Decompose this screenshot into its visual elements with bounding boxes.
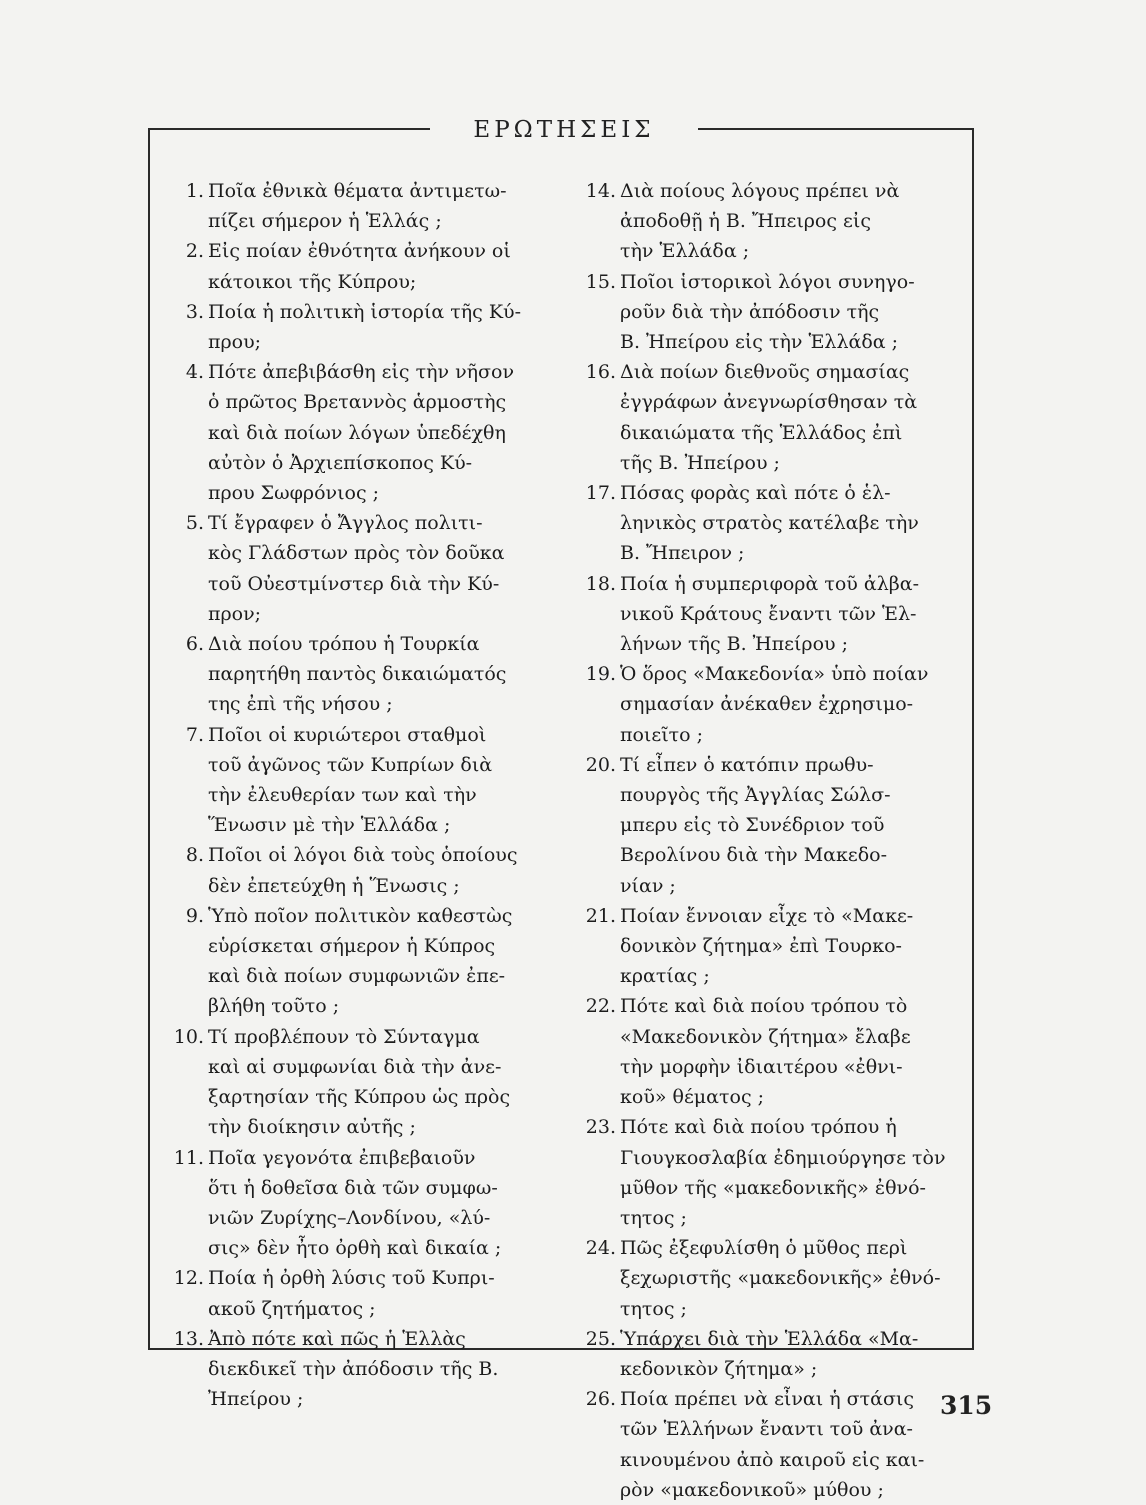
- question-text: [208, 840, 558, 900]
- question-line: ξαρτησίαν τῆς Κύπρου ὡς πρὸς: [208, 1086, 511, 1109]
- question-line: Ὁ ὅρος «Μακεδονία» ὑπὸ ποίαν: [620, 663, 929, 686]
- question-number: 6.: [185, 633, 204, 656]
- question-line: Ποῖοι οἱ κυριώτεροι σταθμοὶ: [208, 723, 487, 746]
- question-line: βλήθη τοῦτο ;: [208, 995, 340, 1018]
- question-line: δονικὸν ζήτημα» ἐπὶ Τουρκο-: [620, 935, 902, 958]
- question-line: διεκδικεῖ τὴν ἀπόδοσιν τῆς Β.: [208, 1357, 499, 1380]
- question-line: Εἰς ποίαν ἐθνότητα ἀνήκουν οἱ: [208, 240, 511, 263]
- question-line: Ποία ἡ ὀρθὴ λύσις τοῦ Κυπρι-: [208, 1267, 495, 1290]
- question-text: [620, 991, 970, 1112]
- question-line: Ποία ἡ πολιτικὴ ἱστορία τῆς Κύ-: [208, 300, 522, 323]
- question-item: [166, 720, 558, 841]
- question-line: Ποία ἡ συμπεριφορὰ τοῦ ἀλβα-: [620, 572, 919, 595]
- question-item: [166, 901, 558, 1022]
- question-line: ξεχωριστῆς «μακεδονικῆς» ἐθνό-: [620, 1267, 941, 1290]
- question-line: τῶν Ἑλλήνων ἔναντι τοῦ ἀνα-: [620, 1418, 913, 1441]
- question-item: [166, 297, 558, 357]
- question-line: πίζει σήμερον ἡ Ἑλλάς ;: [208, 210, 442, 233]
- question-line: τῆς Β. Ἠπείρου ;: [620, 451, 780, 474]
- question-line: ακοῦ ζητήματος ;: [208, 1297, 376, 1320]
- question-line: Ποῖοι ἱστορικοὶ λόγοι συνηγο-: [620, 270, 915, 293]
- question-item: [578, 659, 970, 750]
- question-line: ὅτι ἡ δοθεῖσα διὰ τῶν συμφω-: [208, 1176, 498, 1199]
- question-line: Β. Ἤπειρον ;: [620, 542, 745, 565]
- question-item: [578, 176, 970, 267]
- question-text: [620, 659, 970, 750]
- question-text: [620, 357, 970, 478]
- question-number: 14.: [585, 180, 616, 202]
- question-item: [578, 478, 970, 569]
- question-number: 10.: [173, 1025, 204, 1048]
- question-number: 11.: [173, 1146, 204, 1169]
- question-line: Πότε καὶ διὰ ποίου τρόπου τὸ: [620, 995, 908, 1018]
- question-line: ἀποδοθῇ ἡ Β. Ἤπειρος εἰς: [620, 210, 871, 233]
- question-text: [208, 236, 558, 296]
- question-line: τοῦ ἀγῶνος τῶν Κυπρίων διὰ: [208, 753, 493, 776]
- question-line: κρατίας ;: [620, 965, 710, 988]
- question-number: 15.: [585, 270, 616, 293]
- question-line: πρου Σωφρόνιος ;: [208, 482, 380, 505]
- question-line: καὶ διὰ ποίων λόγων ὑπεδέχθη: [208, 421, 506, 444]
- question-line: λήνων τῆς Β. Ἠπείρου ;: [620, 633, 849, 656]
- question-item: [578, 1324, 970, 1384]
- question-text: [208, 297, 558, 357]
- question-item: [166, 357, 558, 508]
- question-item: [166, 1324, 558, 1415]
- question-text: [620, 267, 970, 358]
- question-text: [208, 901, 558, 1022]
- question-number: 16.: [585, 361, 616, 384]
- question-line: τὴν διοίκησιν αὐτῆς ;: [208, 1116, 416, 1139]
- question-line: νικοῦ Κράτους ἔναντι τῶν Ἑλ-: [620, 602, 917, 625]
- question-number: 13.: [173, 1327, 204, 1350]
- question-item: [166, 1143, 558, 1264]
- question-number: 7.: [185, 723, 204, 746]
- question-number: 4.: [185, 361, 204, 384]
- question-number: 3.: [185, 300, 204, 323]
- question-item: [578, 1112, 970, 1233]
- question-number: 24.: [585, 1237, 616, 1260]
- question-line: της ἐπὶ τῆς νήσου ;: [208, 693, 393, 716]
- question-line: σημασίαν ἀνέκαθεν ἐχρησιμο-: [620, 693, 914, 716]
- question-line: δὲν ἐπετεύχθη ἡ Ἕνωσις ;: [208, 874, 460, 897]
- question-text: [208, 1263, 558, 1323]
- question-line: Πόσας φορὰς καὶ πότε ὁ ἑλ-: [620, 482, 891, 505]
- question-item: [578, 569, 970, 660]
- question-item: [166, 176, 558, 236]
- question-line: Διὰ ποίους λόγους πρέπει νὰ: [620, 180, 900, 202]
- question-number: 25.: [585, 1327, 616, 1350]
- question-number: 8.: [185, 844, 204, 867]
- question-line: τητος ;: [620, 1206, 687, 1229]
- question-text: [620, 1233, 970, 1324]
- question-item: [578, 1384, 970, 1505]
- question-text: [208, 720, 558, 841]
- question-text: [620, 569, 970, 660]
- question-text: [208, 1324, 558, 1415]
- question-item: [578, 991, 970, 1112]
- question-line: Ἀπὸ πότε καὶ πῶς ἡ Ἑλλὰς: [208, 1327, 466, 1350]
- question-line: Τί εἶπεν ὁ κατόπιν πρωθυ-: [620, 753, 874, 776]
- question-line: Ὑπὸ ποῖον πολιτικὸν καθεστὼς: [208, 904, 513, 927]
- question-item: [578, 267, 970, 358]
- question-line: καὶ διὰ ποίων συμφωνιῶν ἐπε-: [208, 965, 506, 988]
- question-line: πουργὸς τῆς Ἀγγλίας Σώλσ-: [620, 784, 891, 807]
- question-text: [620, 1112, 970, 1233]
- question-line: Διὰ ποίου τρόπου ἡ Τουρκία: [208, 633, 480, 656]
- question-number: 1.: [185, 180, 204, 202]
- question-line: Τί ἔγραφεν ὁ Ἄγγλος πολιτι-: [208, 512, 483, 535]
- question-line: Β. Ἠπείρου εἰς τὴν Ἑλλάδα ;: [620, 331, 899, 354]
- question-number: 12.: [173, 1267, 204, 1290]
- question-line: κοῦ» θέματος ;: [620, 1086, 765, 1109]
- question-line: κινουμένου ἀπὸ καιροῦ εἰς και-: [620, 1448, 925, 1471]
- question-item: [166, 508, 558, 629]
- question-line: ροῦν διὰ τὴν ἀπόδοσιν τῆς: [620, 300, 880, 323]
- question-line: ρὸν «μακεδονικοῦ» μύθου ;: [620, 1478, 884, 1501]
- question-line: καὶ αἱ συμφωνίαι διὰ τὴν ἀνε-: [208, 1055, 502, 1078]
- question-line: αὐτὸν ὁ Ἀρχιεπίσκοπος Κύ-: [208, 451, 473, 474]
- question-line: μῦθον τῆς «μακεδονικῆς» ἐθνό-: [620, 1176, 926, 1199]
- question-number: 23.: [585, 1116, 616, 1139]
- question-line: Πῶς ἐξεφυλίσθη ὁ μῦθος περὶ: [620, 1237, 908, 1260]
- question-line: ἐγγράφων ἀνεγνωρίσθησαν τὰ: [620, 391, 918, 414]
- question-text: [620, 750, 970, 901]
- question-text: [208, 1143, 558, 1264]
- question-number: 2.: [185, 240, 204, 263]
- question-number: 22.: [585, 995, 616, 1018]
- question-line: Ὑπάρχει διὰ τὴν Ἑλλάδα «Μα-: [620, 1327, 919, 1350]
- right-column: [578, 176, 970, 1505]
- question-line: Διὰ ποίων διεθνοῦς σημασίας: [620, 361, 910, 384]
- question-line: ποιεῖτο ;: [620, 723, 704, 746]
- page-number: 315: [940, 1391, 993, 1420]
- question-line: σις» δὲν ἦτο ὀρθὴ καὶ δικαία ;: [208, 1237, 502, 1260]
- page-title: ΕΡΩΤΗΣΕΙΣ: [430, 112, 698, 148]
- question-number: 9.: [185, 904, 204, 927]
- question-line: Ποῖα γεγονότα ἐπιβεβαιοῦν: [208, 1146, 476, 1169]
- question-item: [578, 901, 970, 992]
- question-line: Ποία πρέπει νὰ εἶναι ἡ στάσις: [620, 1388, 915, 1411]
- question-item: [578, 357, 970, 478]
- question-text: [208, 629, 558, 720]
- question-number: 21.: [585, 904, 616, 927]
- question-number: 18.: [585, 572, 616, 595]
- question-text: [620, 901, 970, 992]
- question-line: Πότε καὶ διὰ ποίου τρόπου ἡ: [620, 1116, 897, 1139]
- question-line: Ποῖοι οἱ λόγοι διὰ τοὺς ὁποίους: [208, 844, 518, 867]
- question-line: ὁ πρῶτος Βρεταννὸς ἁρμοστὴς: [208, 391, 507, 414]
- question-line: Ἕνωσιν μὲ τὴν Ἑλλάδα ;: [208, 814, 451, 837]
- question-text: [208, 357, 558, 508]
- question-text: [208, 1022, 558, 1143]
- question-text: [208, 508, 558, 629]
- question-item: [166, 236, 558, 296]
- question-line: κὸς Γλάδστων πρὸς τὸν δοῦκα: [208, 542, 505, 565]
- question-number: 17.: [585, 482, 616, 505]
- question-line: νίαν ;: [620, 874, 676, 897]
- question-line: Ποίαν ἔννοιαν εἶχε τὸ «Μακε-: [620, 904, 914, 927]
- question-line: ληνικὸς στρατὸς κατέλαβε τὴν: [620, 512, 919, 535]
- question-line: κεδονικὸν ζήτημα» ;: [620, 1357, 818, 1380]
- question-line: Τί προβλέπουν τὸ Σύνταγμα: [208, 1025, 480, 1048]
- question-item: [166, 1022, 558, 1143]
- question-number: 5.: [185, 512, 204, 535]
- question-line: Πότε ἀπεβιβάσθη εἰς τὴν νῆσον: [208, 361, 514, 384]
- question-item: [166, 1263, 558, 1323]
- question-line: Ἠπείρου ;: [208, 1388, 304, 1411]
- question-line: τοῦ Οὐεστμίνστερ διὰ τὴν Κύ-: [208, 572, 500, 595]
- question-number: 20.: [585, 753, 616, 776]
- question-line: νιῶν Ζυρίχης–Λονδίνου, «λύ-: [208, 1206, 491, 1229]
- question-text: [620, 1384, 970, 1505]
- question-text: [620, 1324, 970, 1384]
- question-line: Βερολίνου διὰ τὴν Μακεδο-: [620, 844, 888, 867]
- question-text: [620, 176, 970, 267]
- question-item: [578, 750, 970, 901]
- question-line: παρητήθη παντὸς δικαιώματός: [208, 663, 507, 686]
- question-line: κάτοικοι τῆς Κύπρου;: [208, 270, 417, 293]
- left-column: [166, 176, 558, 1414]
- question-item: [166, 840, 558, 900]
- question-line: προν;: [208, 602, 262, 625]
- question-item: [166, 629, 558, 720]
- question-line: τὴν Ἑλλάδα ;: [620, 240, 750, 263]
- question-line: δικαιώματα τῆς Ἑλλάδος ἐπὶ: [620, 421, 903, 444]
- question-line: τητος ;: [620, 1297, 687, 1320]
- question-line: μπερυ εἰς τὸ Συνέδριον τοῦ: [620, 814, 885, 837]
- question-number: 26.: [585, 1388, 616, 1411]
- question-line: «Μακεδονικὸν ζήτημα» ἔλαβε: [620, 1025, 911, 1048]
- question-text: [620, 478, 970, 569]
- question-line: Ποῖα ἐθνικὰ θέματα ἀντιμετω-: [208, 180, 507, 202]
- question-line: Γιουγκοσλαβία ἐδημιούργησε τὸν: [620, 1146, 946, 1169]
- question-line: εὑρίσκεται σήμερον ἡ Κύπρος: [208, 935, 496, 958]
- question-line: πρου;: [208, 331, 262, 354]
- question-number: 19.: [585, 663, 616, 686]
- question-line: τὴν ἐλευθερίαν των καὶ τὴν: [208, 784, 477, 807]
- question-text: [208, 176, 558, 236]
- question-item: [578, 1233, 970, 1324]
- question-line: τὴν μορφὴν ἰδιαιτέρου «ἐθνι-: [620, 1055, 903, 1078]
